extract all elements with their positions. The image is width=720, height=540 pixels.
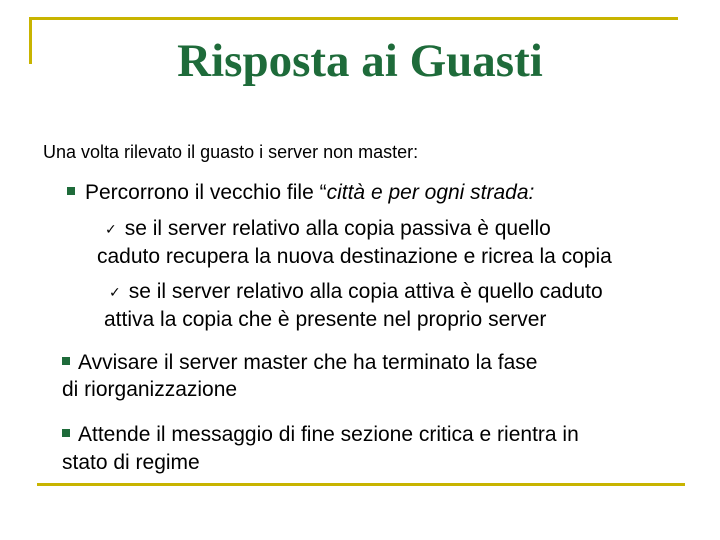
checkmark-icon: ✓: [105, 222, 117, 238]
list-item: [62, 422, 579, 448]
item2-line2: di riorganizzazione: [62, 378, 238, 401]
square-bullet-icon: [62, 357, 70, 365]
item3-line1: Attende il messaggio di fine sezione critica e rientra in: [78, 423, 579, 446]
item3-line2: stato di regime: [62, 451, 200, 474]
sub1-line1: se il server relativo alla copia passiva è quello: [124, 217, 551, 240]
list-item: [67, 180, 534, 206]
item1-prefix: Percorrono il vecchio file “: [85, 181, 327, 204]
intro-text: Una volta rilevato il guasto i server non master:: [43, 142, 419, 162]
sub2-line1: se il server relativo alla copia attiva è quello caduto: [128, 280, 603, 303]
sub2-line2: attiva la copia che è presente nel proprio server: [104, 308, 547, 331]
slide-title: Risposta ai Guasti: [177, 35, 543, 87]
bottom-rule: [37, 483, 685, 486]
checkmark-icon: ✓: [109, 285, 121, 301]
sub1-line2: caduto recupera la nuova destinazione e ricrea la copia: [97, 245, 612, 268]
item2-line1: Avvisare il server master che ha terminato la fase: [78, 351, 538, 374]
sub-item: [105, 216, 551, 244]
list-item: [62, 350, 537, 376]
item1-italic: città e per ogni strada:: [326, 181, 535, 204]
square-bullet-icon: [67, 187, 75, 195]
square-bullet-icon: [62, 429, 70, 437]
top-rule: [30, 17, 678, 20]
sub-item: [109, 279, 603, 307]
